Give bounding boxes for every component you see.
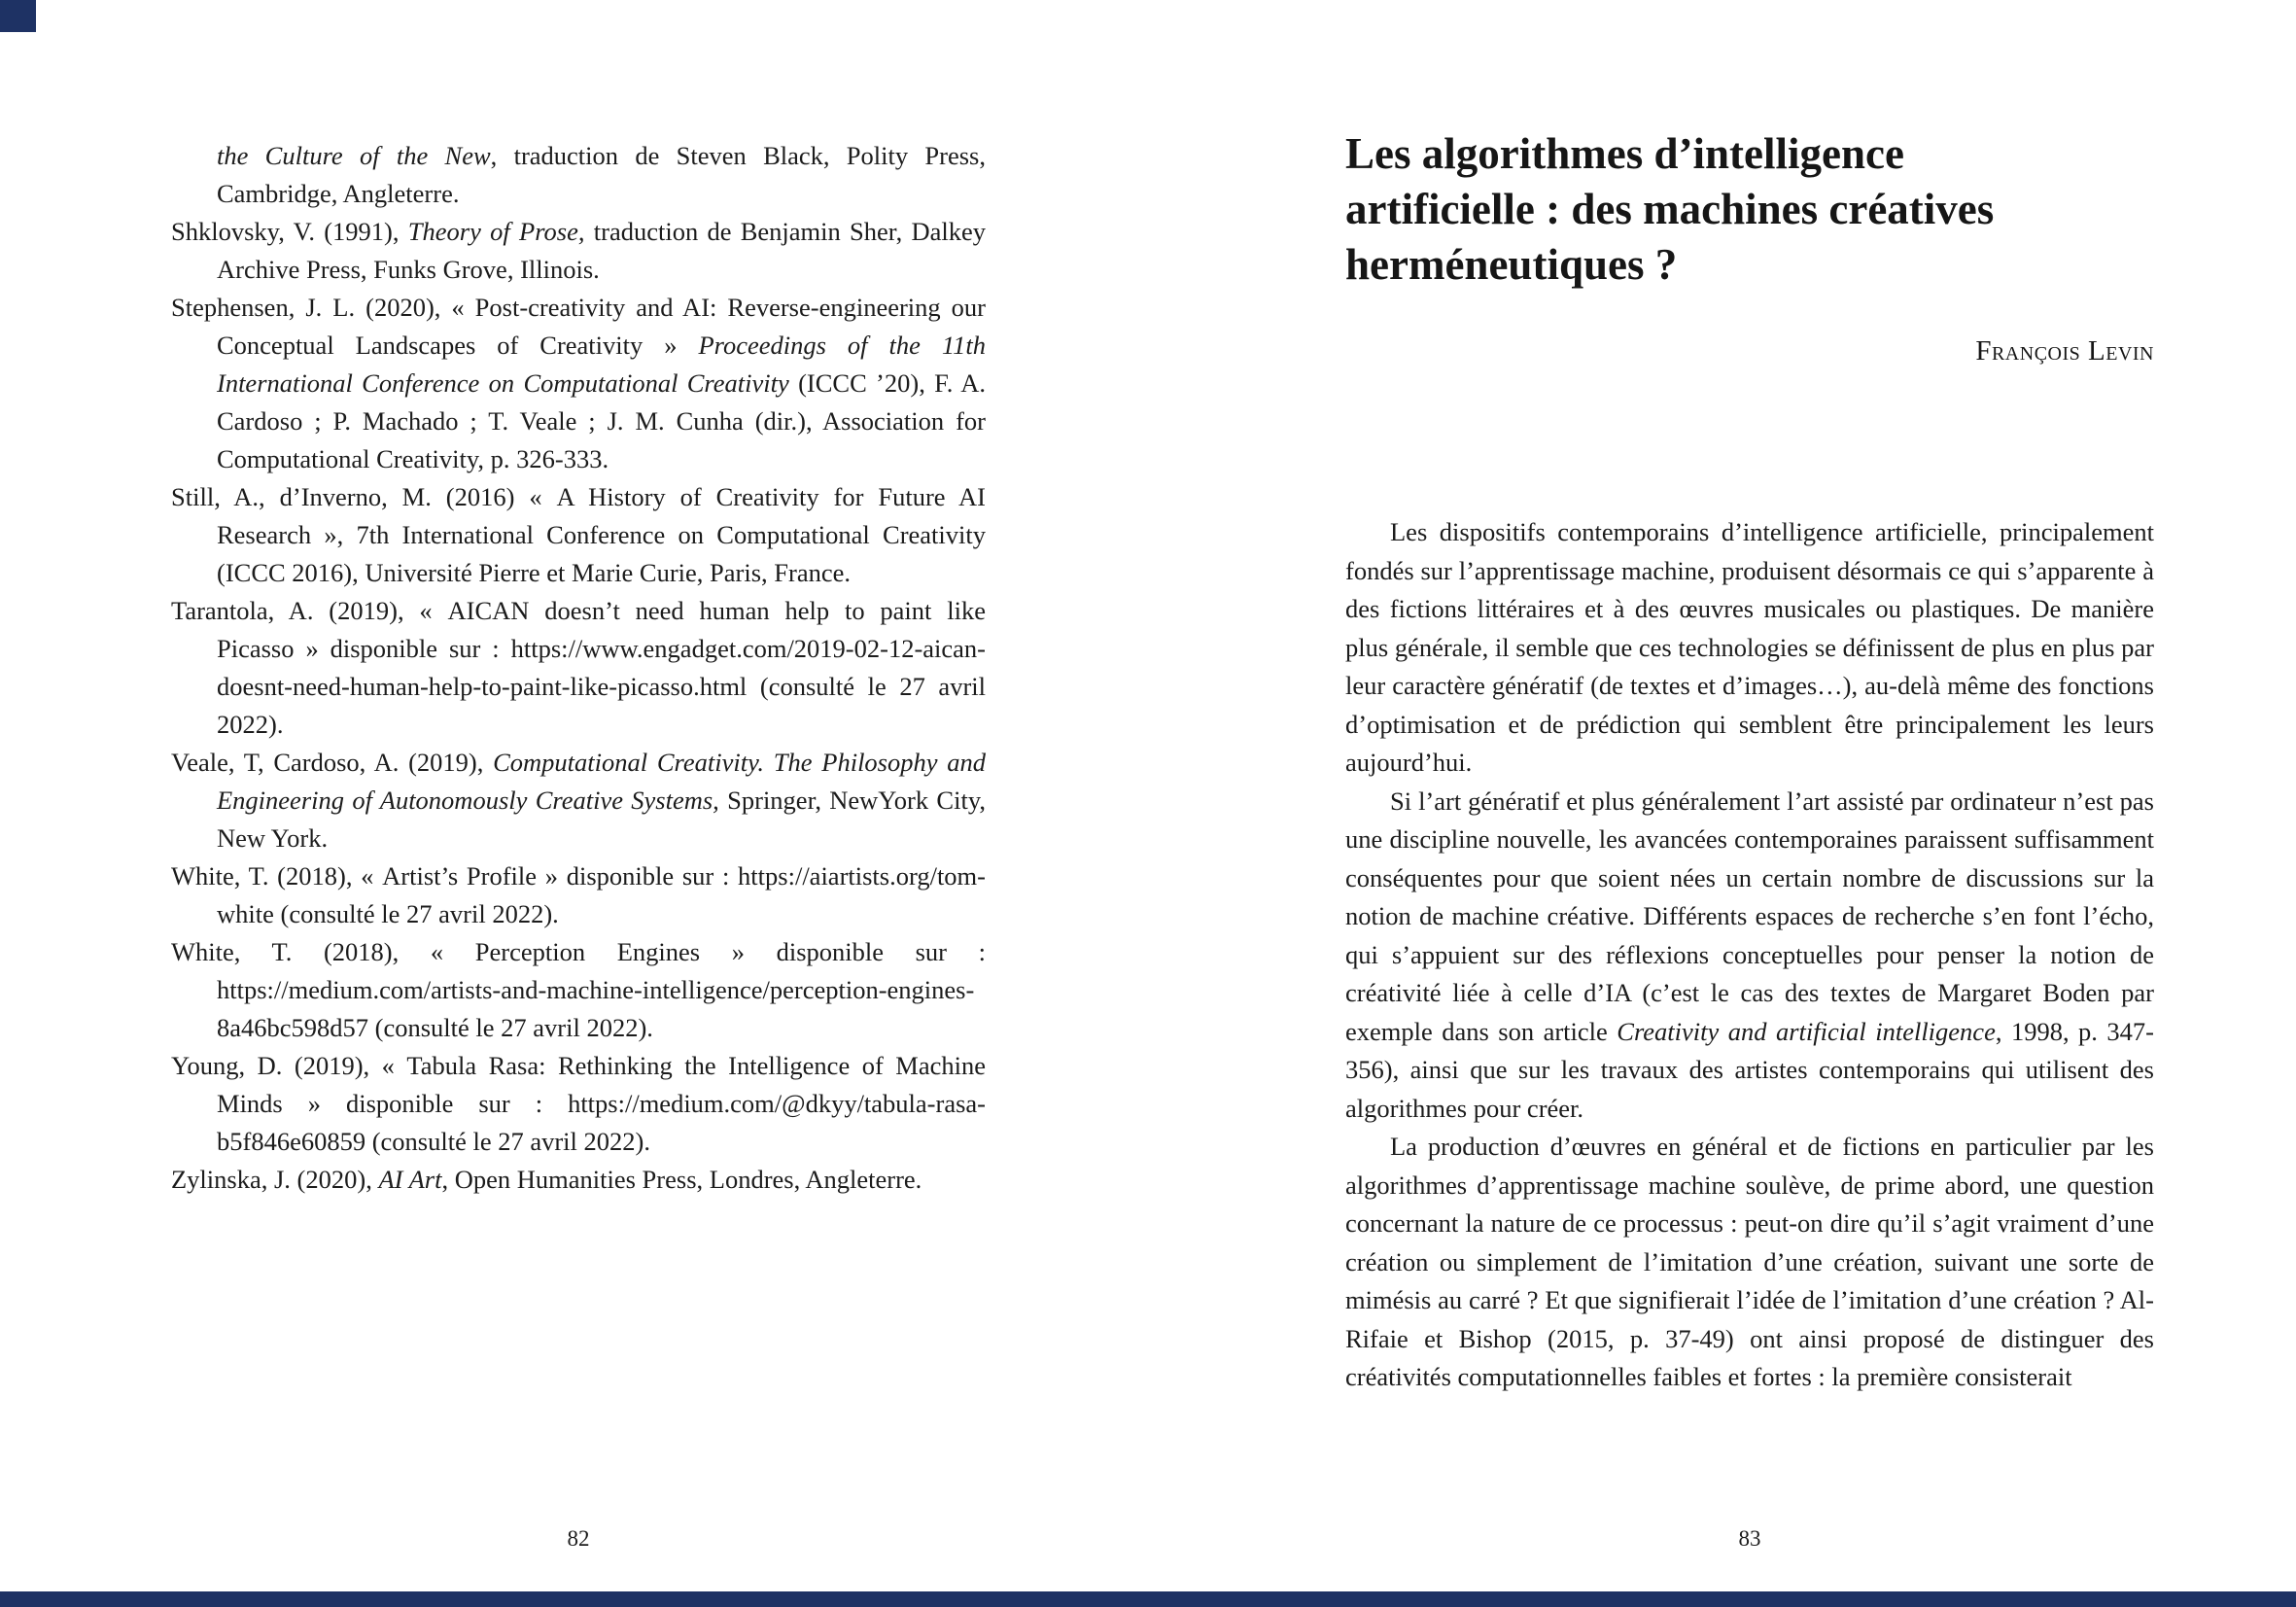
bibliography-entry: Stephensen, J. L. (2020), « Post-creativity and AI: Reverse-engineering our Conceptual Landscapes of Creativity » Proceedings of the 11th International Conference on Computational Creativity (ICCC ’20), F. A. Cardoso ; P. Machado ; T. Veale ; J. M. Cunha (dir.), Association for Computational Creativity, p. 326-333. (171, 293, 986, 473)
paragraph: La production d’œuvres en général et de fictions en particulier par les algorithmes d’apprentissage machine soulève, de prime abord, une question concernant la nature de ce processus : peut-on dire qu’il s’agit vraiment d’une création ou simplement de l’imitation d’une création, suivant une sorte de mimésis au carré ? Et que signifierait l’idée de l’imitation d’une création ? Al-Rifaie et Bishop (2015, p. 37-49) ont ainsi proposé de distinguer des créativités computationnelles faibles et fortes : la première consisterait (1345, 1132, 2154, 1391)
bibliography-entry: Young, D. (2019), « Tabula Rasa: Rethinking the Intelligence of Machine Minds » disponible sur : https://medium.com/@dkyy/tabula-rasa-b5f846e60859 (consulté le 27 avril 2022). (171, 1051, 986, 1156)
bibliography-list (171, 137, 986, 1199)
top-left-corner-artifact (0, 0, 36, 32)
body-paragraphs (1345, 513, 2154, 1397)
right-page (1345, 126, 2154, 1397)
author-name: François Levin (1975, 335, 2154, 367)
bibliography-entry: Shklovsky, V. (1991), Theory of Prose, traduction de Benjamin Sher, Dalkey Archive Press, Funks Grove, Illinois. (171, 217, 986, 284)
bibliography-entry: Still, A., d’Inverno, M. (2016) « A History of Creativity for Future AI Research », 7th International Conference on Computational Creativity (ICCC 2016), Université Pierre et Marie Curie, Paris, France. (171, 482, 986, 587)
chapter-title-line: herméneutiques ? (1345, 240, 1678, 289)
bibliography-entry: the Culture of the New, traduction de Steven Black, Polity Press, Cambridge, Angleterre. (217, 141, 986, 208)
chapter-title (1345, 126, 2154, 293)
paragraph: Les dispositifs contemporains d’intelligence artificielle, principalement fondés sur l’apprentissage machine, produisent désormais ce qui s’apparente à des fictions littéraires et à des œuvres musicales ou plastiques. De manière plus générale, il semble que ces technologies se définissent de plus en plus par leur caractère génératif (de textes et d’images…), au-delà même des fonctions d’optimisation et de prédiction qui semblent être principalement les leurs aujourd’hui. (1345, 517, 2154, 777)
bibliography-entry: White, T. (2018), « Perception Engines » disponible sur : https://medium.com/artists-and-machine-intelligence/perception-engines-8a46bc598d57 (consulté le 27 avril 2022). (171, 937, 986, 1042)
chapter-title-line: Les algorithmes d’intelligence (1345, 129, 1904, 178)
paragraph: Si l’art génératif et plus généralement l’art assisté par ordinateur n’est pas une discipline nouvelle, les avancées contemporaines paraissent suffisamment conséquentes pour que soient nées un certain nombre de discussions sur la notion de machine créative. Différents espaces de recherche s’en font l’écho, qui s’appuient sur des réflexions conceptuelles pour penser la notion de créativité liée à celle d’IA (c’est le cas des textes de Margaret Boden par exemple dans son article Creativity and artificial intelligence, 1998, p. 347-356), ainsi que sur les travaux des artistes contemporains qui utilisent des algorithmes pour créer. (1345, 786, 2154, 1123)
page-number-right: 83 (1738, 1526, 1761, 1551)
bibliography-entry: Tarantola, A. (2019), « AICAN doesn’t need human help to paint like Picasso » disponible sur : https://www.engadget.com/2019-02-12-aican-doesnt-need-human-help-to-paint-like-picasso.html (consulté le 27 avril 2022). (171, 596, 986, 739)
bottom-edge-bar (0, 1591, 2296, 1607)
bibliography-entry: Veale, T, Cardoso, A. (2019), Computational Creativity. The Philosophy and Engineering of Autonomously Creative Systems, Springer, NewYork City, New York. (171, 748, 986, 853)
page-number-left: 82 (567, 1526, 590, 1551)
bibliography-entry: White, T. (2018), « Artist’s Profile » disponible sur : https://aiartists.org/tom-white (consulté le 27 avril 2022). (171, 861, 986, 928)
left-page (171, 137, 986, 1199)
bibliography-entry: Zylinska, J. (2020), AI Art, Open Humanities Press, Londres, Angleterre. (171, 1165, 922, 1194)
chapter-title-line: artificielle : des machines créatives (1345, 185, 1995, 233)
